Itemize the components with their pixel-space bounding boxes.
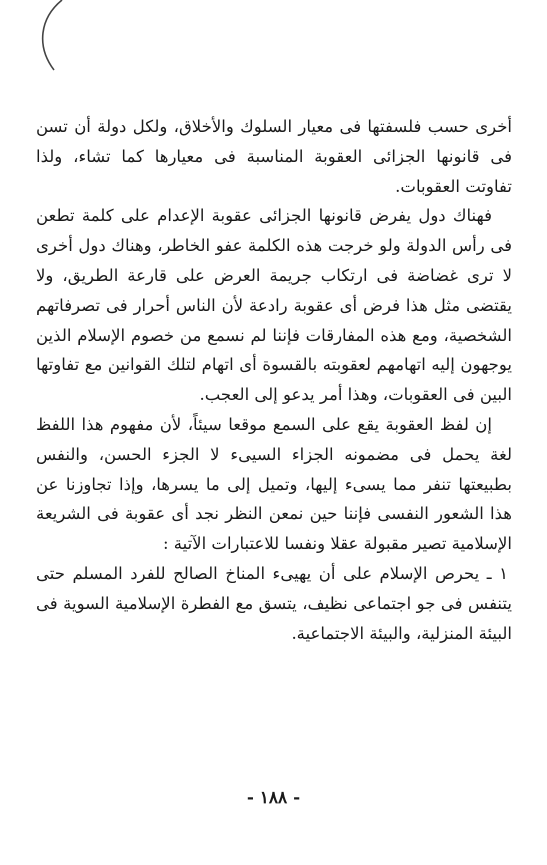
page-text-body	[36, 112, 512, 648]
paragraph-punishment-meaning: إن لفظ العقوبة يقع على السمع موقعا سيئاً، لأن مفهوم هذا اللفظ لغة يحمل فى مضمونه الجزاء السيىء لا الجزء الحسن، والنفس بطبيعتها تنفر مما يسىء إليها، وتميل إلى ما يسرها، وإذا تجاوزنا عن هذا الشعور النفسى فإننا حين نمعن النظر نجد أى عقوبة فى الشريعة الإسلامية تصير مقبولة عقلا ونفسا للاعتبارات الآتية :	[36, 414, 512, 554]
page-curl-edge	[0, 0, 80, 90]
page-number: - ١٨٨ -	[246, 788, 301, 808]
paragraph-numbered-point-1: ١ ـ يحرص الإسلام على أن يهيىء المناخ الصالح للفرد المسلم حتى يتنفس فى جو اجتماعى نظيف، يتسق مع الفطرة الإسلامية السوية فى البيئة المنزلية، والبيئة الاجتماعية.	[36, 563, 512, 643]
paragraph-laws-comparison: فهناك دول يفرض قانونها الجزائى عقوبة الإعدام على كلمة تطعن فى رأس الدولة ولو خرجت هذه الكلمة عفو الخاطر، وهناك دول أخرى لا ترى غضاضة فى ارتكاب جريمة العرض على قارعة الطريق، ولا يقتضى مثل هذا فرض أى عقوبة رادعة لأن الناس أحرار فى تصرفاتهم الشخصية، ومع هذه المفارقات فإننا لم نسمع من خصوم الإسلام الذين يوجهون إليه اتهامهم لعقوبته بالقسوة أى اتهام لتلك القوانين مع تفاوتها البين فى العقوبات، وهذا أمر يدعو إلى العجب.	[36, 206, 512, 405]
paragraph-continuation: أخرى حسب فلسفتها فى معيار السلوك والأخلاق، ولكل دولة أن تسن فى قانونها الجزائى العقوبة المناسبة فى معيارها كما تشاء، ولذا تفاوتت العقوبات.	[36, 117, 512, 196]
